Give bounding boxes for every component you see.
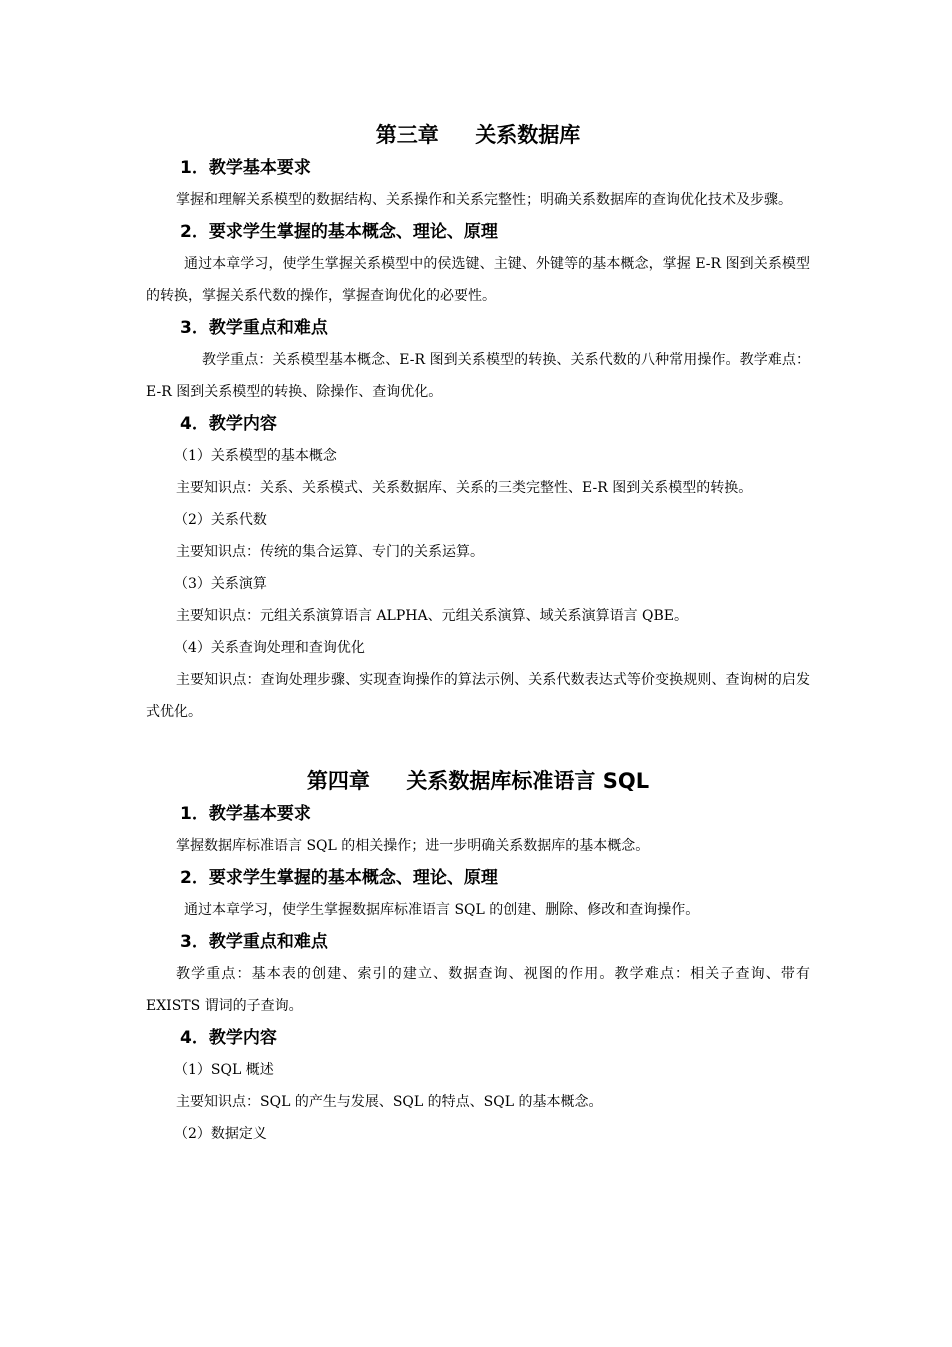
chapter-4-title: 第四章 关系数据库标准语言 SQL bbox=[306, 769, 650, 793]
ch3-item-1-title: （1）关系模型的基本概念 bbox=[174, 448, 337, 464]
ch4-section-3-text: 教学重点：基本表的创建、索引的建立、数据查询、视图的作用。教学难点：相关子查询、带有 EXISTS 谓词的子查询。 bbox=[146, 966, 810, 1014]
ch3-item-4-text: 主要知识点：查询处理步骤、实现查询操作的算法示例、关系代数表达式等价变换规则、查询树的启发式优化。 bbox=[146, 672, 810, 720]
ch4-section-1-text: 掌握数据库标准语言 SQL 的相关操作；进一步明确关系数据库的基本概念。 bbox=[176, 838, 650, 854]
ch4-section-1-heading: 1．教学基本要求 bbox=[180, 804, 311, 824]
chapter-3-title: 第三章 关系数据库 bbox=[375, 123, 581, 147]
ch3-section-2-heading: 2．要求学生掌握的基本概念、理论、原理 bbox=[180, 222, 498, 242]
ch4-item-1-title: （1）SQL 概述 bbox=[174, 1062, 274, 1078]
ch4-section-2-heading: 2．要求学生掌握的基本概念、理论、原理 bbox=[180, 868, 498, 888]
ch4-section-3-heading: 3．教学重点和难点 bbox=[180, 932, 328, 952]
ch3-item-2-title: （2）关系代数 bbox=[174, 512, 267, 528]
ch3-section-1-heading: 1．教学基本要求 bbox=[180, 158, 311, 178]
ch3-section-1-text: 掌握和理解关系模型的数据结构、关系操作和关系完整性；明确关系数据库的查询优化技术及步骤。 bbox=[176, 192, 792, 208]
page-content bbox=[146, 118, 810, 1150]
ch3-section-2-text: 通过本章学习，使学生掌握关系模型中的侯选键、主键、外键等的基本概念，掌握 E-R 图到关系模型的转换，掌握关系代数的操作，掌握查询优化的必要性。 bbox=[146, 256, 810, 304]
ch3-section-3-heading: 3．教学重点和难点 bbox=[180, 318, 328, 338]
ch4-section-4-heading: 4．教学内容 bbox=[180, 1028, 277, 1048]
ch3-item-3-text: 主要知识点：元组关系演算语言 ALPHA、元组关系演算、域关系演算语言 QBE。 bbox=[176, 608, 689, 624]
ch3-section-3-text: 教学重点：关系模型基本概念、E-R 图到关系模型的转换、关系代数的八种常用操作。教学难点：E-R 图到关系模型的转换、除操作、查询优化。 bbox=[146, 352, 810, 400]
ch4-item-1-text: 主要知识点：SQL 的产生与发展、SQL 的特点、SQL 的基本概念。 bbox=[176, 1094, 603, 1110]
ch3-section-4-heading: 4．教学内容 bbox=[180, 414, 277, 434]
ch3-item-1-text: 主要知识点：关系、关系模式、关系数据库、关系的三类完整性、E-R 图到关系模型的转换。 bbox=[176, 480, 753, 496]
ch3-item-4-title: （4）关系查询处理和查询优化 bbox=[174, 640, 365, 656]
ch3-item-2-text: 主要知识点：传统的集合运算、专门的关系运算。 bbox=[176, 544, 484, 560]
ch3-item-3-title: （3）关系演算 bbox=[174, 576, 267, 592]
ch4-section-2-text: 通过本章学习，使学生掌握数据库标准语言 SQL 的创建、删除、修改和查询操作。 bbox=[184, 902, 700, 918]
ch4-item-2-title: （2）数据定义 bbox=[174, 1126, 267, 1142]
